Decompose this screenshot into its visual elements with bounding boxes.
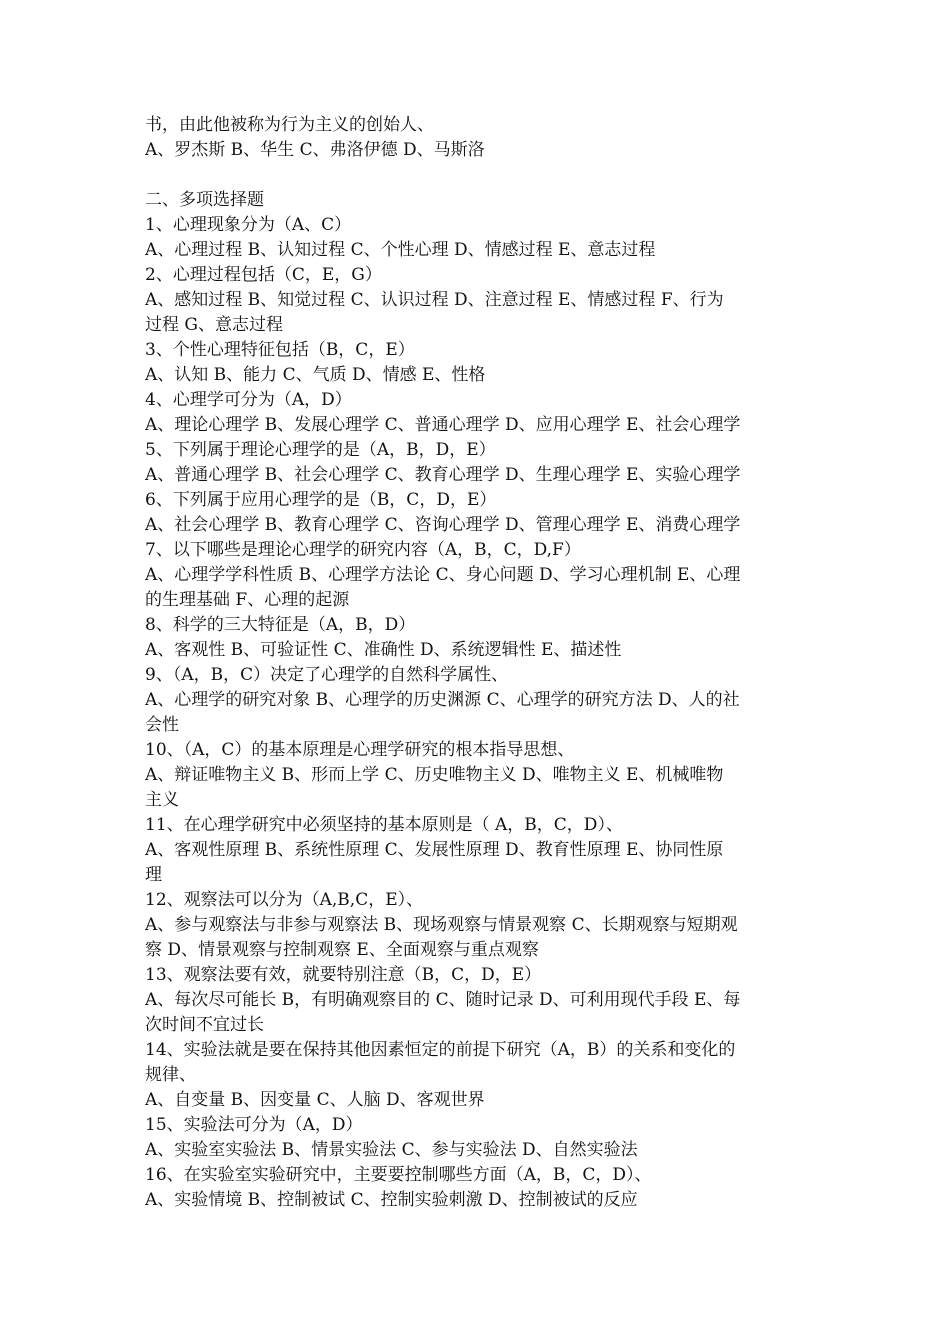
question-options: A、自变量 B、因变量 C、人脑 D、客观世界 — [145, 1090, 485, 1110]
question-options: A、辩证唯物主义 B、形而上学 C、历史唯物主义 D、唯物主义 E、机械唯物 — [145, 765, 724, 785]
question-options: 理 — [145, 865, 162, 885]
question-options: A、客观性原理 B、系统性原理 C、发展性原理 D、教育性原理 E、协同性原 — [145, 840, 724, 860]
question-options: A、每次尽可能长 B，有明确观察目的 C、随时记录 D、可利用现代手段 E、每 — [145, 990, 741, 1010]
question-options: 的生理基础 F、心理的起源 — [145, 590, 350, 610]
question-options: A、参与观察法与非参与观察法 B、现场观察与情景观察 C、长期观察与短期观 — [145, 915, 738, 935]
question-options: A、心理过程 B、认知过程 C、个性心理 D、情感过程 E、意志过程 — [145, 240, 656, 260]
question-options: A、社会心理学 B、教育心理学 C、咨询心理学 D、管理心理学 E、消费心理学 — [145, 515, 741, 535]
text-line: 书，由此他被称为行为主义的创始人、 — [145, 115, 434, 135]
question-text: 15、实验法可分为（A，D） — [145, 1115, 363, 1135]
question-text: 规律、 — [145, 1065, 196, 1085]
question-options: A、心理学学科性质 B、心理学方法论 C、身心问题 D、学习心理机制 E、心理 — [145, 565, 741, 585]
question-options: A、实验情境 B、控制被试 C、控制实验刺激 D、控制被试的反应 — [145, 1190, 638, 1210]
question-options: A、感知过程 B、知觉过程 C、认识过程 D、注意过程 E、情感过程 F、行为 — [145, 290, 724, 310]
question-options: 次时间不宜过长 — [145, 1015, 264, 1035]
blank-line — [145, 163, 810, 188]
section-heading: 二、多项选择题 — [145, 190, 264, 210]
question-text: 6、下列属于应用心理学的是（B，C，D，E） — [145, 490, 497, 510]
question-text: 13、观察法要有效，就要特别注意（B，C，D，E） — [145, 965, 542, 985]
question-text: 16、在实验室实验研究中，主要要控制哪些方面（A，B，C，D）、 — [145, 1165, 652, 1185]
question-text: 3、个性心理特征包括（B，C，E） — [145, 340, 415, 360]
question-options: 会性 — [145, 715, 179, 735]
text-line: A、罗杰斯 B、华生 C、弗洛伊德 D、马斯洛 — [145, 140, 485, 160]
question-options: A、客观性 B、可验证性 C、准确性 D、系统逻辑性 E、描述性 — [145, 640, 622, 660]
question-text: 8、科学的三大特征是（A，B，D） — [145, 615, 416, 635]
question-options: 过程 G、意志过程 — [145, 315, 283, 335]
question-text: 2、心理过程包括（C，E，G） — [145, 265, 382, 285]
question-options: A、实验室实验法 B、情景实验法 C、参与实验法 D、自然实验法 — [145, 1140, 638, 1160]
question-options: A、普通心理学 B、社会心理学 C、教育心理学 D、生理心理学 E、实验心理学 — [145, 465, 741, 485]
question-options: A、认知 B、能力 C、气质 D、情感 E、性格 — [145, 365, 486, 385]
question-text: 5、下列属于理论心理学的是（A，B，D，E） — [145, 440, 496, 460]
question-text: 1、心理现象分为（A、C） — [145, 215, 352, 235]
question-text: 4、心理学可分为（A，D） — [145, 390, 352, 410]
question-text: 11、在心理学研究中必须坚持的基本原则是（ A，B，C，D）、 — [145, 815, 623, 835]
question-text: 12、观察法可以分为（A,B,C，E）、 — [145, 890, 424, 910]
question-options: 主义 — [145, 790, 179, 810]
question-text: 10、（A，C）的基本原理是心理学研究的根本指导思想、 — [145, 740, 575, 760]
document-page — [145, 113, 810, 1213]
question-text: 14、实验法就是要在保持其他因素恒定的前提下研究（A，B）的关系和变化的 — [145, 1040, 736, 1060]
question-options: 察 D、情景观察与控制观察 E、全面观察与重点观察 — [145, 940, 539, 960]
question-text: 9、（A，B，C）决定了心理学的自然科学属性、 — [145, 665, 509, 685]
question-text: 7、以下哪些是理论心理学的研究内容（A，B，C，D,F） — [145, 540, 581, 560]
question-options: A、理论心理学 B、发展心理学 C、普通心理学 D、应用心理学 E、社会心理学 — [145, 415, 741, 435]
question-options: A、心理学的研究对象 B、心理学的历史渊源 C、心理学的研究方法 D、人的社 — [145, 690, 740, 710]
